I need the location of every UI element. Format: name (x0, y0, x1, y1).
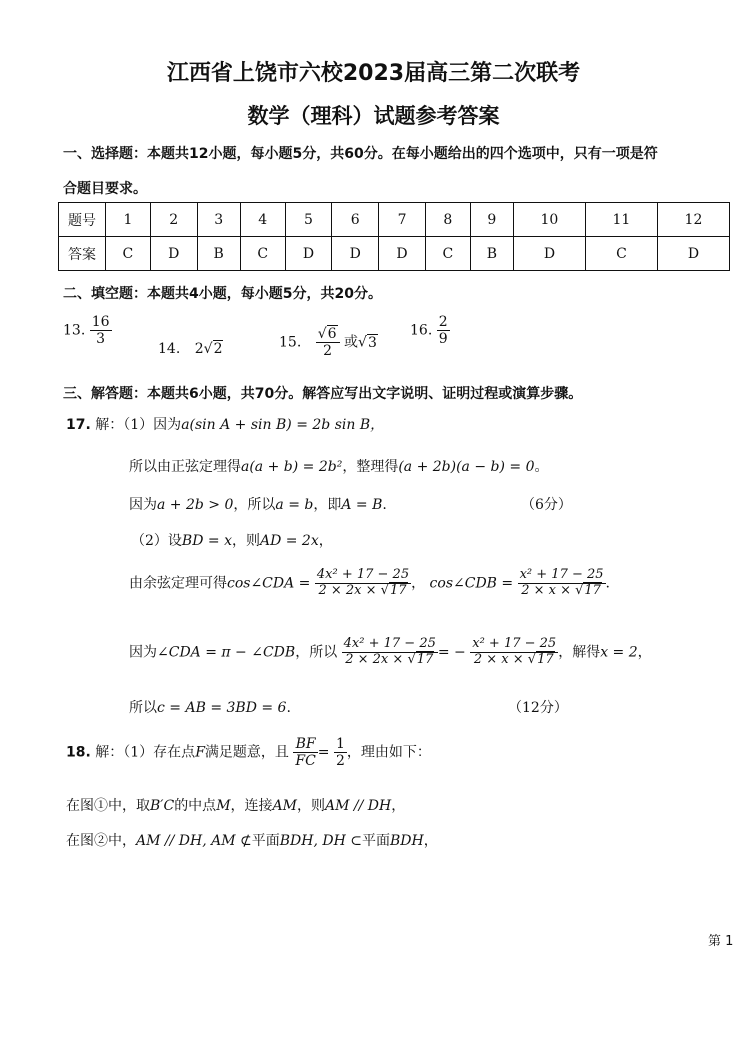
equation: BDH (390, 833, 424, 849)
q15-answer: 15. $\frac{√6}{2}$ 或√3 (279, 326, 377, 360)
section3-heading: 三、解答题：本题共6小题，共70分。解答应写出文字说明、证明过程或演算步骤。 (63, 386, 583, 402)
question-number-cell: 12 (657, 203, 729, 237)
text: 。 (534, 459, 549, 475)
equation: B′C (150, 798, 175, 814)
page-title: 江西省上饶市六校2023届高三第二次联考 (166, 61, 581, 86)
question-number-cell: 10 (513, 203, 585, 237)
q15-label: 15. (279, 334, 302, 351)
table-row (59, 237, 730, 271)
text: ，理由如下： (346, 744, 431, 761)
q13-fraction (90, 314, 112, 347)
numerator: 4x² + 17 − 25 (343, 636, 436, 651)
q16-denominator: 9 (438, 331, 448, 348)
equation: cos∠CDB = (429, 575, 514, 592)
q15-or: 或 (344, 334, 359, 351)
q13-numerator: 16 (91, 314, 110, 330)
text: 平面 (251, 833, 280, 849)
section1-line1: 一、选择题：本题共12小题，每小题5分，共60分。在每小题给出的四个选项中，只有一项是符 (63, 146, 658, 162)
q15-denominator: 2 (316, 342, 340, 359)
text: = (317, 744, 330, 761)
page-number: 第 1 (708, 934, 734, 949)
q16-numerator: 2 (438, 314, 448, 330)
equation: A = B (341, 497, 383, 513)
text: ， (391, 798, 406, 814)
q14-coef: 2 (194, 341, 204, 357)
q18-line2 (66, 795, 405, 815)
q17-cosine-line (129, 568, 610, 599)
text: 满足题意，且 (204, 744, 289, 761)
text: ，连接 (230, 798, 273, 814)
text: ， (637, 644, 652, 661)
denominator: 2 × x × (473, 651, 528, 667)
bf-fc-fraction (293, 736, 317, 769)
equation: AM // DH, AM ⊄ (136, 833, 252, 849)
q18-line3 (66, 830, 438, 850)
text: 平面 (362, 833, 390, 849)
cos-cdb-fraction: $\frac{\text{x² + 17 − 25}}{2 \times x \times √17}$ (519, 567, 604, 598)
q13-answer (63, 314, 112, 347)
answer-cell: D (513, 237, 585, 271)
denominator: 2 × x × (521, 582, 576, 598)
q13-denominator: 3 (90, 330, 112, 347)
radicand: 17 (537, 651, 554, 667)
radicand: 17 (584, 582, 601, 598)
q17-part2 (131, 530, 333, 550)
text: 在图①中，取 (66, 798, 150, 814)
equation: (a + 2b)(a − b) = 0 (398, 459, 535, 475)
text: ，所以 (295, 644, 338, 661)
q17-final-line (129, 697, 291, 717)
text: ，整理得 (342, 459, 399, 475)
question-number-cell: 1 (106, 203, 151, 237)
q16-label: 16. (410, 322, 433, 339)
question-number-cell: 8 (425, 203, 470, 237)
question-number-cell: 4 (240, 203, 285, 237)
question-number-cell: 6 (332, 203, 379, 237)
page-subtitle: 数学（理科）试题参考答案 (247, 104, 500, 128)
answer-cell: C (106, 237, 151, 271)
equation: AM (272, 798, 297, 814)
cos-cda-fraction: $\frac{\text{4x² + 17 − 25}}{2 \times 2x \times √17}$ (316, 567, 410, 598)
radicand: 17 (389, 582, 407, 598)
question-number-cell: 9 (470, 203, 513, 237)
text: . (382, 497, 387, 513)
text: = − (437, 644, 466, 661)
text: ， (318, 533, 333, 549)
denominator: 2 × 2x × (318, 582, 381, 598)
text: （2）设 (131, 533, 182, 549)
question-number-cell: 2 (150, 203, 197, 237)
answer-cell: D (657, 237, 729, 271)
q16-answer (410, 314, 450, 347)
q16-fraction (437, 314, 450, 347)
text: ，则 (296, 798, 325, 814)
q14-label: 14. (158, 341, 181, 357)
numerator: 4x² + 17 − 25 (316, 567, 410, 582)
q15-radicand2: 3 (367, 334, 377, 351)
answer-table (58, 202, 730, 271)
denominator: 2 (335, 753, 345, 770)
q14-answer: 14. 2√2 (158, 341, 223, 357)
equation: a = b (275, 497, 314, 513)
equation: AD = 2x (259, 533, 319, 549)
denominator: FC (295, 753, 316, 770)
question-number-cell: 5 (285, 203, 332, 237)
text: ， (423, 833, 438, 849)
text: 因为 (129, 497, 157, 513)
answer-cell: D (379, 237, 426, 271)
equation: AM // DH (324, 798, 392, 814)
equation: cos∠CDA = (227, 575, 311, 592)
numerator: BF (295, 736, 316, 752)
equation: BDH, DH ⊂ (279, 833, 362, 849)
text: 解：（1）存在点 (95, 744, 196, 761)
numerator: x² + 17 − 25 (472, 636, 557, 651)
text: 在图②中， (66, 833, 136, 849)
answer-cell: B (197, 237, 240, 271)
equation: M (216, 798, 231, 814)
text: 因为 (129, 644, 157, 661)
equation: BD = x (181, 533, 232, 549)
equation: a(a + b) = 2b² (241, 459, 343, 475)
text: ，则 (231, 533, 260, 549)
equation: ∠CDA = π − ∠CDB (157, 644, 296, 661)
section1-line2: 合题目要求。 (63, 181, 147, 197)
section2-heading: 二、填空题：本题共4小题，每小题5分，共20分。 (63, 286, 382, 302)
answer-cell: C (240, 237, 285, 271)
answer-cell: D (285, 237, 332, 271)
text: 所以 (129, 700, 157, 716)
text: 所以由正弦定理得 (129, 459, 241, 475)
q17-eq1: a(sin A + sin B) = 2b sin B， (181, 417, 385, 433)
cos-cdb-fraction: $\frac{\text{x² + 17 − 25}}{2 \times x \times √17}$ (472, 636, 557, 667)
text: ，所以 (233, 497, 276, 513)
q17-line1 (66, 414, 384, 434)
radicand: 17 (416, 651, 434, 667)
equation: a + 2b > 0 (157, 497, 234, 513)
q17-solve: 解：（1）因为 (95, 417, 182, 433)
half-fraction (334, 736, 347, 769)
text: ， (411, 575, 426, 592)
table-header-cell: 题号 (59, 203, 106, 237)
text: 由余弦定理可得 (129, 575, 227, 592)
q17-line3 (129, 494, 387, 514)
q14-radicand: 2 (213, 341, 223, 357)
table-row (59, 203, 730, 237)
numerator: 1 (335, 736, 345, 752)
text: . (605, 575, 610, 592)
text: 的中点 (174, 798, 217, 814)
table-header-cell: 答案 (59, 237, 106, 271)
numerator: x² + 17 − 25 (519, 567, 604, 582)
denominator: 2 × 2x × (345, 651, 408, 667)
text: . (286, 700, 291, 716)
q17-score1: （6分） (521, 497, 572, 513)
q18-line1 (66, 736, 431, 769)
q17-label: 17. (66, 417, 91, 433)
q17-because-line (129, 637, 652, 668)
q17-score2: （12分） (508, 700, 568, 716)
q15-numerator-radicand: 6 (327, 326, 337, 342)
answer-cell: C (585, 237, 657, 271)
answer-cell: B (470, 237, 513, 271)
q17-line2 (129, 456, 549, 476)
equation: c = AB = 3BD = 6 (157, 700, 287, 716)
question-number-cell: 11 (585, 203, 657, 237)
text: ，即 (313, 497, 342, 513)
text: ，解得 (558, 644, 601, 661)
q15-fraction: $\frac{√6}{2}$ (316, 326, 340, 359)
question-number-cell: 7 (379, 203, 426, 237)
cos-cda-fraction: $\frac{\text{4x² + 17 − 25}}{2 \times 2x \times √17}$ (343, 636, 436, 667)
answer-cell: D (332, 237, 379, 271)
answer-cell: C (425, 237, 470, 271)
answer-cell: D (150, 237, 197, 271)
equation: x = 2 (600, 644, 638, 661)
question-number-cell: 3 (197, 203, 240, 237)
q13-label: 13. (63, 322, 86, 339)
q18-label: 18. (66, 744, 91, 761)
variable: F (195, 744, 205, 761)
